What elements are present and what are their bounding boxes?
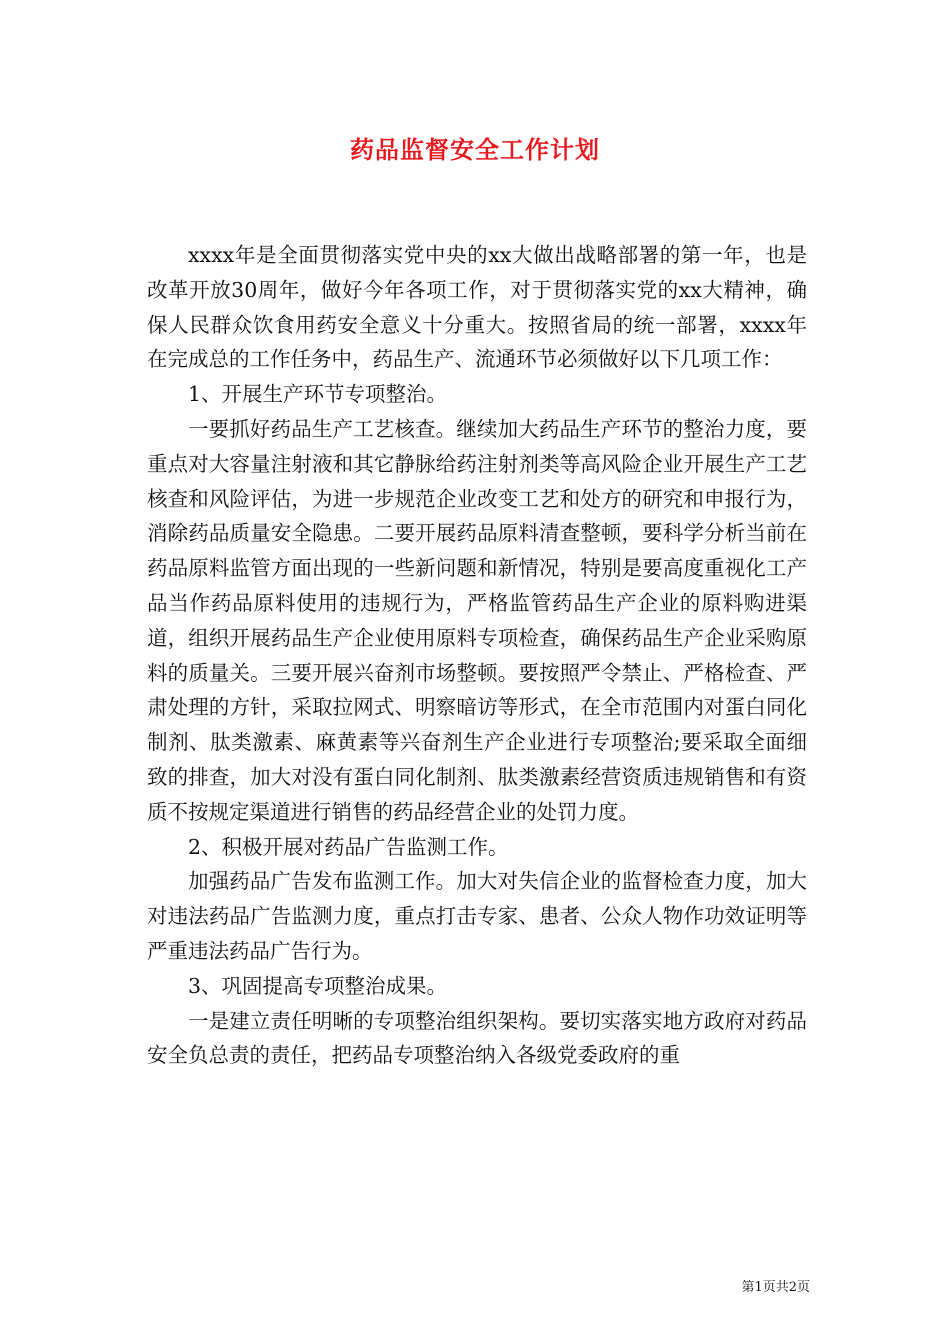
section-1-paragraph: 一要抓好药品生产工艺核查。继续加大药品生产环节的整治力度，要重点对大容量注射液和其它静脉给药注射剂类等高风险企业开展生产工艺核查和风险评估，为进一步规范企业改变工艺和处方的研究和申报行为，消除药品质量安全隐患。二要开展药品原料清查整顿，要科学分析当前在药品原料监管方面出现的一些新问题和新情况，特别是要高度重视化工产品当作药品原料使用的违规行为，严格监管药品生产企业的原料购进渠道，组织开展药品生产企业使用原料专项检查，确保药品生产企业采购原料的质量关。三要开展兴奋剂市场整顿。要按照严令禁止、严格检查、严肃处理的方针，采取拉网式、明察暗访等形式，在全市范围内对蛋白同化制剂、肽类激素、麻黄素等兴奋剂生产企业进行专项整治;要采取全面细致的排查，加大对没有蛋白同化制剂、肽类激素经营资质违规销售和有资质不按规定渠道进行销售的药品经营企业的处罚力度。 — [147, 416, 807, 824]
document-body — [147, 238, 807, 1073]
intro-paragraph: xxxx年是全面贯彻落实党中央的xx大做出战略部署的第一年，也是改革开放30周年，做好今年各项工作，对于贯彻落实党的xx大精神，确保人民群众饮食用药安全意义十分重大。按照省局的统一部署，xxxx年在完成总的工作任务中，药品生产、流通环节必须做好以下几项工作： — [147, 243, 807, 372]
page-number: 第1页共2页 — [741, 1280, 810, 1295]
section-1-heading: 1、开展生产环节专项整治。 — [188, 382, 448, 407]
section-2-paragraph: 加强药品广告发布监测工作。加大对失信企业的监督检查力度，加大对违法药品广告监测力度，重点打击专家、患者、公众人物作功效证明等严重违法药品广告行为。 — [147, 869, 807, 963]
section-3-heading: 3、巩固提高专项整治成果。 — [188, 973, 448, 998]
section-2-heading: 2、积极开展对药品广告监测工作。 — [188, 834, 509, 859]
section-3-paragraph: 一是建立责任明晰的专项整治组织架构。要切实落实地方政府对药品安全负总责的责任，把药品专项整治纳入各级党委政府的重 — [147, 1008, 807, 1068]
document-title: 药品监督安全工作计划 — [350, 136, 600, 164]
